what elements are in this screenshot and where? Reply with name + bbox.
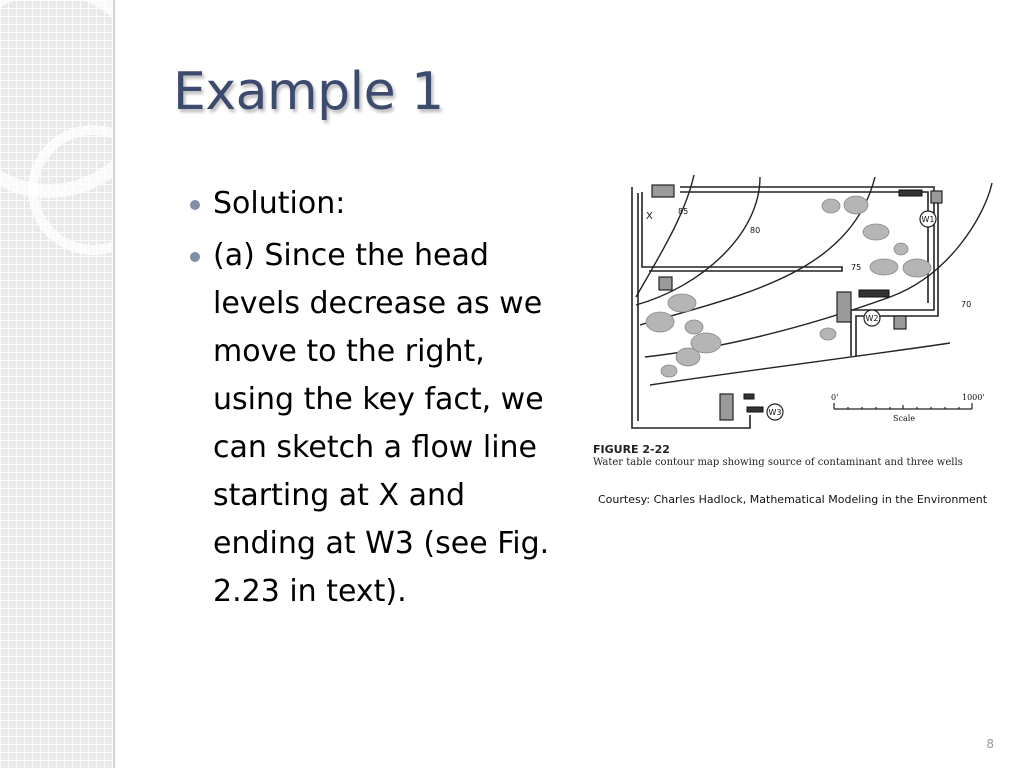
building <box>744 394 754 399</box>
boundary-line <box>680 192 928 303</box>
figure-caption-text: Water table contour map showing source of contaminant and three wells <box>593 457 963 468</box>
bullet-text: (a) Since the head levels decrease as we move to the right, using the key fact, we can sketch a flow line starting at X and ending at W3 (see Fig. 2.23 in text). <box>213 238 550 609</box>
figure-number: FIGURE 2-22 <box>593 443 670 456</box>
bullet-item <box>190 232 565 616</box>
tree-clump <box>685 320 703 334</box>
figure-caption <box>593 443 963 468</box>
bullet-text: Solution: <box>213 186 346 221</box>
building <box>837 292 851 322</box>
source-x-label: X <box>646 211 653 222</box>
image-credit: Courtesy: Charles Hadlock, Mathematical Modeling in the Environment <box>598 493 988 506</box>
building <box>659 277 672 290</box>
contour-label-70: 70 <box>961 300 972 309</box>
tree-clump <box>863 224 889 240</box>
page-number: 8 <box>986 737 994 751</box>
contour-label-85: 85 <box>678 207 689 216</box>
building <box>931 191 942 203</box>
contour-label-80: 80 <box>750 226 761 235</box>
decorative-sidebar <box>0 0 113 768</box>
tree-clump <box>646 312 674 332</box>
bullet-item <box>190 180 565 228</box>
bullet-icon <box>190 200 200 210</box>
contour-label-75: 75 <box>851 263 862 272</box>
scale-end-label: 1000' <box>962 393 985 402</box>
building <box>899 190 922 196</box>
building <box>859 290 889 297</box>
tree-clump <box>661 365 677 377</box>
tree-clump <box>903 259 931 277</box>
building <box>894 316 906 329</box>
contour-map-figure <box>590 175 1000 480</box>
well-w3-label: W3 <box>768 408 782 417</box>
bullet-list <box>190 180 565 620</box>
building <box>652 185 674 197</box>
scale-bar <box>834 403 972 409</box>
scale-title: Scale <box>893 414 916 423</box>
slide-title: Example 1 <box>173 62 444 122</box>
scale-start-label: 0' <box>831 393 839 402</box>
tree-clump <box>894 243 908 255</box>
building <box>747 407 763 412</box>
building <box>720 394 733 420</box>
bullet-icon <box>190 252 200 262</box>
sidebar-divider <box>113 0 115 768</box>
tree-clump <box>822 199 840 213</box>
tree-clump <box>870 259 898 275</box>
well-w1-label: W1 <box>921 215 935 224</box>
tree-clump <box>820 328 836 340</box>
well-w2-label: W2 <box>865 314 879 323</box>
tree-clump <box>676 348 700 366</box>
tree-clump <box>844 196 868 214</box>
contour-map <box>590 175 1000 445</box>
tree-clump <box>668 294 696 312</box>
